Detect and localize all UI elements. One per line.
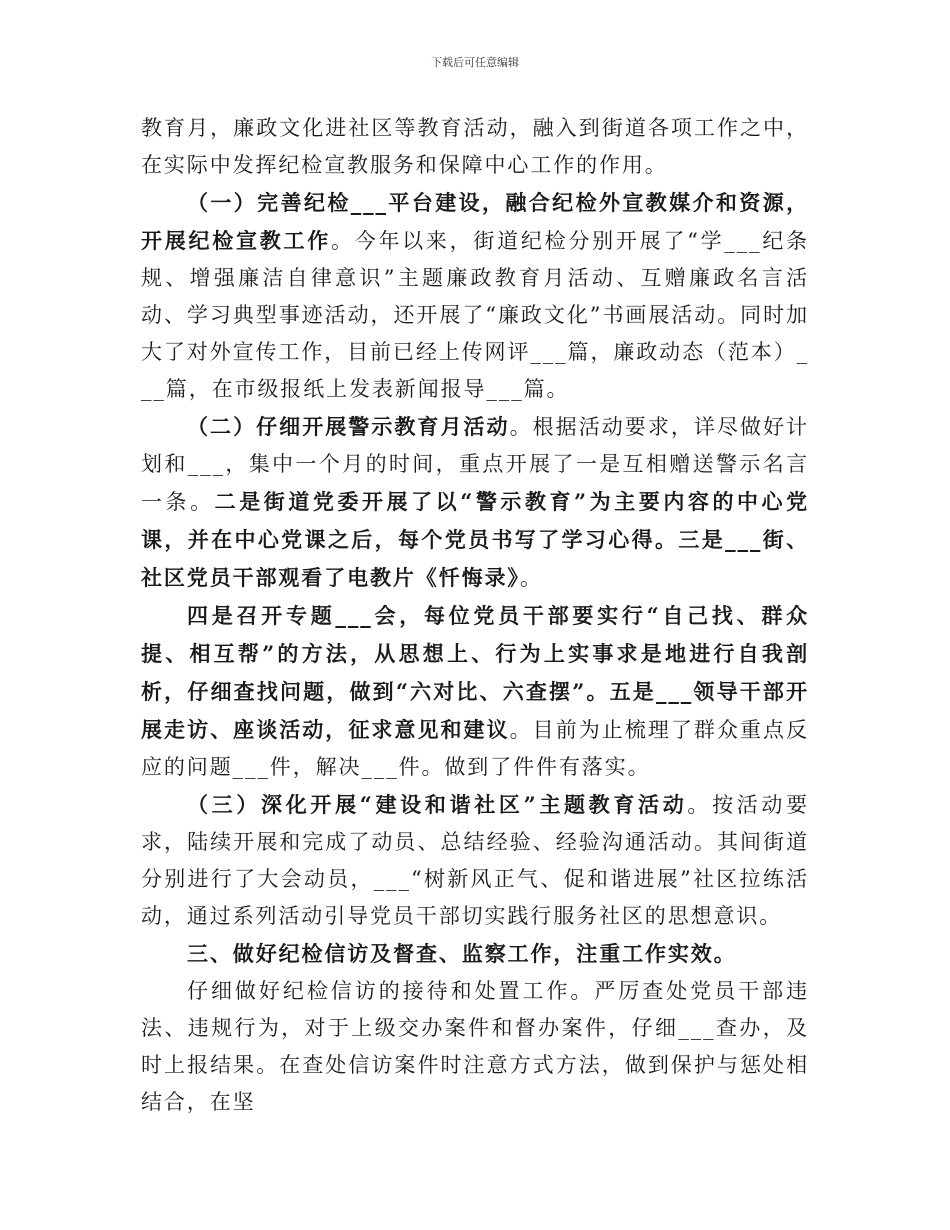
section-3-text: 。按活动要求，陆续开展和完成了动员、总结经验、经验沟通活动。其间街道分别进行了大会动员，___“树新风正气、促和谐进展”社区拉练活动，通过系列活动引导党员干部切实践行服务社区的思想意识。 — [141, 793, 810, 928]
paragraph-part-3-heading — [141, 935, 809, 973]
paragraph-section-2-cont — [141, 597, 809, 786]
paragraph-section-3 — [141, 786, 809, 935]
section-1-text: 。今年以来，街道纪检分别开展了“学___纪条规、增强廉洁自律意识”主题廉政教育月活动、互赠廉政名言活动、学习典型事迹活动，还开展了“廉政文化”书画展活动。同时加大了对外宣传工作，目前已经上传网评___篇，廉政动态（范本）___篇，在市级报纸上发表新闻报导___篇。 — [141, 229, 809, 401]
part-3-heading: 三、做好纪检信访及督查、监察工作，注重工作实效。 — [187, 941, 737, 966]
paragraph-part-3-text: 仔细做好纪检信访的接待和处置工作。严厉查处党员干部违法、违规行为，对于上级交办案件和督办案件，仔细___查办，及时上报结果。在查处信访案件时注意方式方法，做到保护与惩处相结合，在坚 — [141, 979, 809, 1114]
section-2-bold-text: 二是街道党委开展了以“警示教育”为主要内容的中心党课，并在中心党课之后，每个党员书写了学习心得。三是___街、社区党员干部观看了电教片《忏悔录》 — [141, 489, 810, 590]
paragraph-intro: 教育月，廉政文化进社区等教育活动，融入到街道各项工作之中，在实际中发挥纪检宣教服务和保障中心工作的作用。 — [141, 116, 809, 177]
section-2-text: 。根据活动要求，详尽做好计划和___，集中一个月的时间，重点开展了一是互相赠送警示名言一条。 — [141, 415, 809, 514]
paragraph-section-2 — [141, 408, 809, 597]
page-header: 下载后可任意编辑 — [431, 56, 519, 69]
section-2-end: 。 — [519, 566, 543, 590]
section-3-heading: （三）深化开展“建设和谐社区”主题教育活动 — [187, 792, 688, 817]
document-body — [141, 110, 809, 1121]
paragraph-section-1 — [141, 184, 809, 408]
section-1-heading: （一）完善纪检___平台建设，融合纪检外宣教媒介和资源，开展纪检宣教工作 — [141, 190, 809, 253]
section-2-cont-text: 。目前为止梳理了群众重点反应的问题___件，解决___件。做到了件件有落实。 — [141, 718, 809, 779]
section-2-heading: （二）仔细开展警示教育月活动 — [187, 414, 510, 439]
section-2-cont-bold-text: 四是召开专题___会，每位党员干部要实行“自己找、群众提、相互帮”的方法，从思想上、行为上实事求是地进行自我剖析，仔细查找问题，做到“六对比、六查摆”。五是___领导干部开展走访、座谈活动，征求意见和建议 — [141, 603, 809, 742]
